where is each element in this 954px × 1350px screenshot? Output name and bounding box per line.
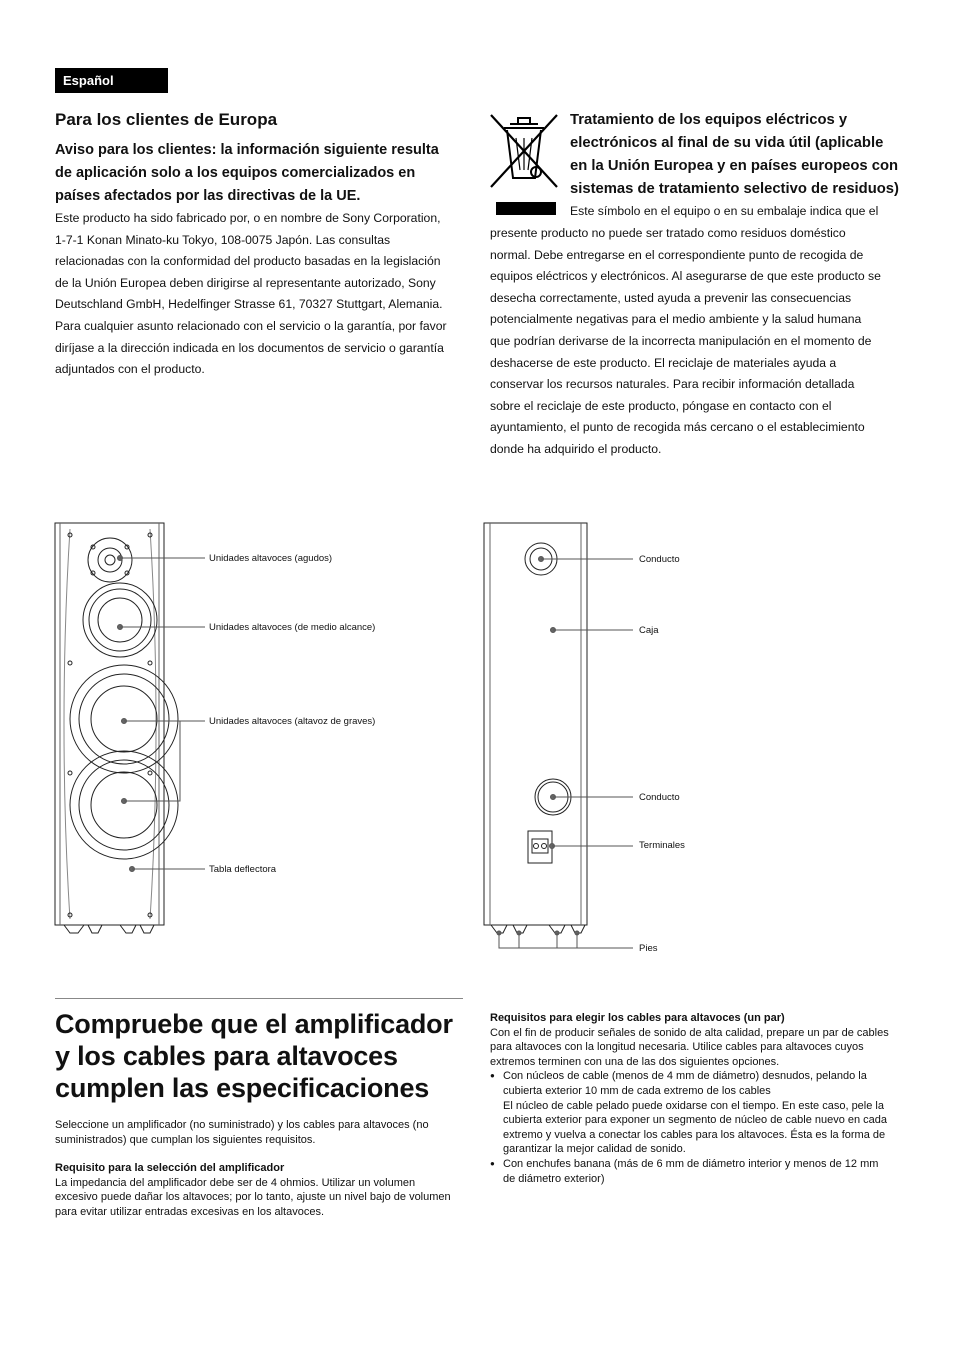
label-port-bottom: Conducto xyxy=(639,792,680,803)
spec-intro xyxy=(55,1118,475,1147)
notice-line: Aviso para los clientes: la información siguiente resulta xyxy=(55,142,439,158)
amp-line: excesivo puede dañar los altavoces; por lo tanto, ajuste un nivel bajo de volumen xyxy=(55,1191,451,1204)
body-line: deshacerse de este producto. El reciclaje de materiales ayuda a xyxy=(490,355,837,370)
weee-heading-line: electrónicos al final de su vida útil (aplicable xyxy=(570,135,884,151)
label-port-top: Conducto xyxy=(639,554,680,565)
intro-line: suministrados) que cumplan los siguientes requisitos. xyxy=(55,1133,316,1146)
label-midrange: Unidades altavoces (de medio alcance) xyxy=(209,622,376,633)
amp-heading: Requisito para la selección del amplificador xyxy=(55,1162,285,1174)
bullet-line: garantizar la mejor calidad de sonido. xyxy=(503,1143,686,1156)
label-tweeter: Unidades altavoces (agudos) xyxy=(209,553,333,564)
body-line: Para cualquier asunto relacionado con el servicio o la garantía, por favor xyxy=(55,318,447,333)
body-line: adjuntados con el producto. xyxy=(55,362,205,377)
europe-heading: Para los clientes de Europa xyxy=(55,110,278,129)
body-line: equipos eléctricos y electrónicos. Al asegurarse de que este producto se xyxy=(490,269,881,284)
intro-line: Seleccione un amplificador (no suministrado) y los cables para altavoces (no xyxy=(55,1119,429,1131)
bullet-line: extremo y vuelva a conectar los cables para los altavoces. Ésta es la forma de xyxy=(503,1128,886,1141)
list-item xyxy=(490,1157,910,1186)
body-line: 1-7-1 Konan Minato-ku Tokyo, 108-0075 Japón. Las consultas xyxy=(55,232,391,247)
weee-heading-line: sistemas de tratamiento selectivo de residuos) xyxy=(570,181,899,197)
body-line: relacionadas con la conformidad del producto basadas en la legislación xyxy=(55,254,441,269)
label-cabinet: Caja xyxy=(639,625,659,636)
cable-line: Con el fin de producir señales de sonido de alta calidad, prepare un par de cables xyxy=(490,1026,889,1039)
title-line: y los cables para altavoces xyxy=(55,1041,398,1071)
europe-body xyxy=(55,208,475,381)
label-terminals: Terminales xyxy=(639,840,685,851)
cable-heading: Requisitos para elegir los cables para altavoces (un par) xyxy=(490,1012,785,1024)
title-line: Compruebe que el amplificador xyxy=(55,1009,453,1039)
section-rule xyxy=(55,998,463,999)
amp-line: La impedancia del amplificador debe ser de 4 ohmios. Utilizar un volumen xyxy=(55,1176,416,1189)
notice-line: de aplicación solo a los equipos comercializados en xyxy=(55,165,416,181)
bullet-line: El núcleo de cable pelado puede oxidarse con el tiempo. En este caso, pele la xyxy=(503,1099,884,1112)
weee-body xyxy=(490,223,910,461)
bullet-line: de diámetro exterior) xyxy=(503,1172,605,1185)
label-feet: Pies xyxy=(639,943,658,954)
weee-heading-line: Tratamiento de los equipos eléctricos y xyxy=(570,112,848,128)
weee-bin-icon xyxy=(488,112,560,218)
spec-title xyxy=(55,1008,475,1104)
body-line: Deutschland GmbH, Hedelfinger Strasse 61, 70327 Stuttgart, Alemania. xyxy=(55,297,443,312)
title-line: cumplen las especificaciones xyxy=(55,1073,430,1103)
cable-section xyxy=(490,1011,910,1186)
rear-speaker-illustration xyxy=(475,515,695,960)
body-line: diríjase a la dirección indicada en los documentos de servicio o garantía xyxy=(55,340,444,355)
body-line: desecha correctamente, usted ayuda a prevenir las consecuencias xyxy=(490,290,852,305)
front-speaker-illustration xyxy=(40,515,460,940)
europe-notice xyxy=(55,139,475,208)
label-baffle: Tabla deflectora xyxy=(209,864,277,875)
bullet-line: ● Con enchufes banana (más de 6 mm de diámetro interior y menos de 12 mm xyxy=(503,1157,879,1170)
list-item xyxy=(490,1069,910,1157)
bullet-line: cubierta exterior 10 mm de cada extremo de los cables xyxy=(503,1084,771,1097)
weee-heading-line: en la Unión Europea y en países europeos con xyxy=(570,158,899,174)
cable-line: para altavoces con la longitud necesaria. Utilice cables para altavoces cuyos xyxy=(490,1041,864,1054)
bullet-line: ● Con núcleos de cable (menos de 4 mm de diámetro) desnudos, pelando la xyxy=(503,1070,867,1083)
notice-line: países afectados por las directivas de la UE. xyxy=(55,188,361,204)
weee-heading xyxy=(570,109,910,201)
amp-line: para evitar utilizar entradas excesivas en los altavoces. xyxy=(55,1205,325,1218)
bullet-line: cubierta exterior para exponer un segmento de núcleo de cable nuevo en cada xyxy=(503,1114,888,1127)
body-line: normal. Debe entregarse en el correspondiente punto de recogida de xyxy=(490,247,864,262)
amp-section xyxy=(55,1161,475,1219)
body-line: Este producto ha sido fabricado por, o en nombre de Sony Corporation, xyxy=(55,211,441,225)
body-line: potencialmente negativas para el medio ambiente y la salud humana xyxy=(490,312,862,327)
body-line: ayuntamiento, el punto de recogida más cercano o el establecimiento xyxy=(490,420,865,435)
body-line: de la Unión Europea deben dirigirse al representante autorizado, Sony xyxy=(55,275,436,290)
body-line: presente producto no puede ser tratado como residuos doméstico xyxy=(490,226,846,240)
body-line: que podrían derivarse de la incorrecta manipulación en el momento de xyxy=(490,333,872,348)
cable-line: extremos terminen con una de las dos siguientes opciones. xyxy=(490,1055,780,1068)
body-line: conservar los recursos naturales. Para recibir información detallada xyxy=(490,377,855,392)
body-line: donde ha adquirido el producto. xyxy=(490,441,662,456)
body-line: sobre el reciclaje de este producto, póngase en contacto con el xyxy=(490,398,832,413)
language-tab: Español xyxy=(55,68,168,93)
label-woofer: Unidades altavoces (altavoz de graves) xyxy=(209,716,376,727)
weee-body-first: Este símbolo en el equipo o en su embalaje indica que el xyxy=(570,204,879,218)
cable-options-list xyxy=(490,1069,910,1186)
